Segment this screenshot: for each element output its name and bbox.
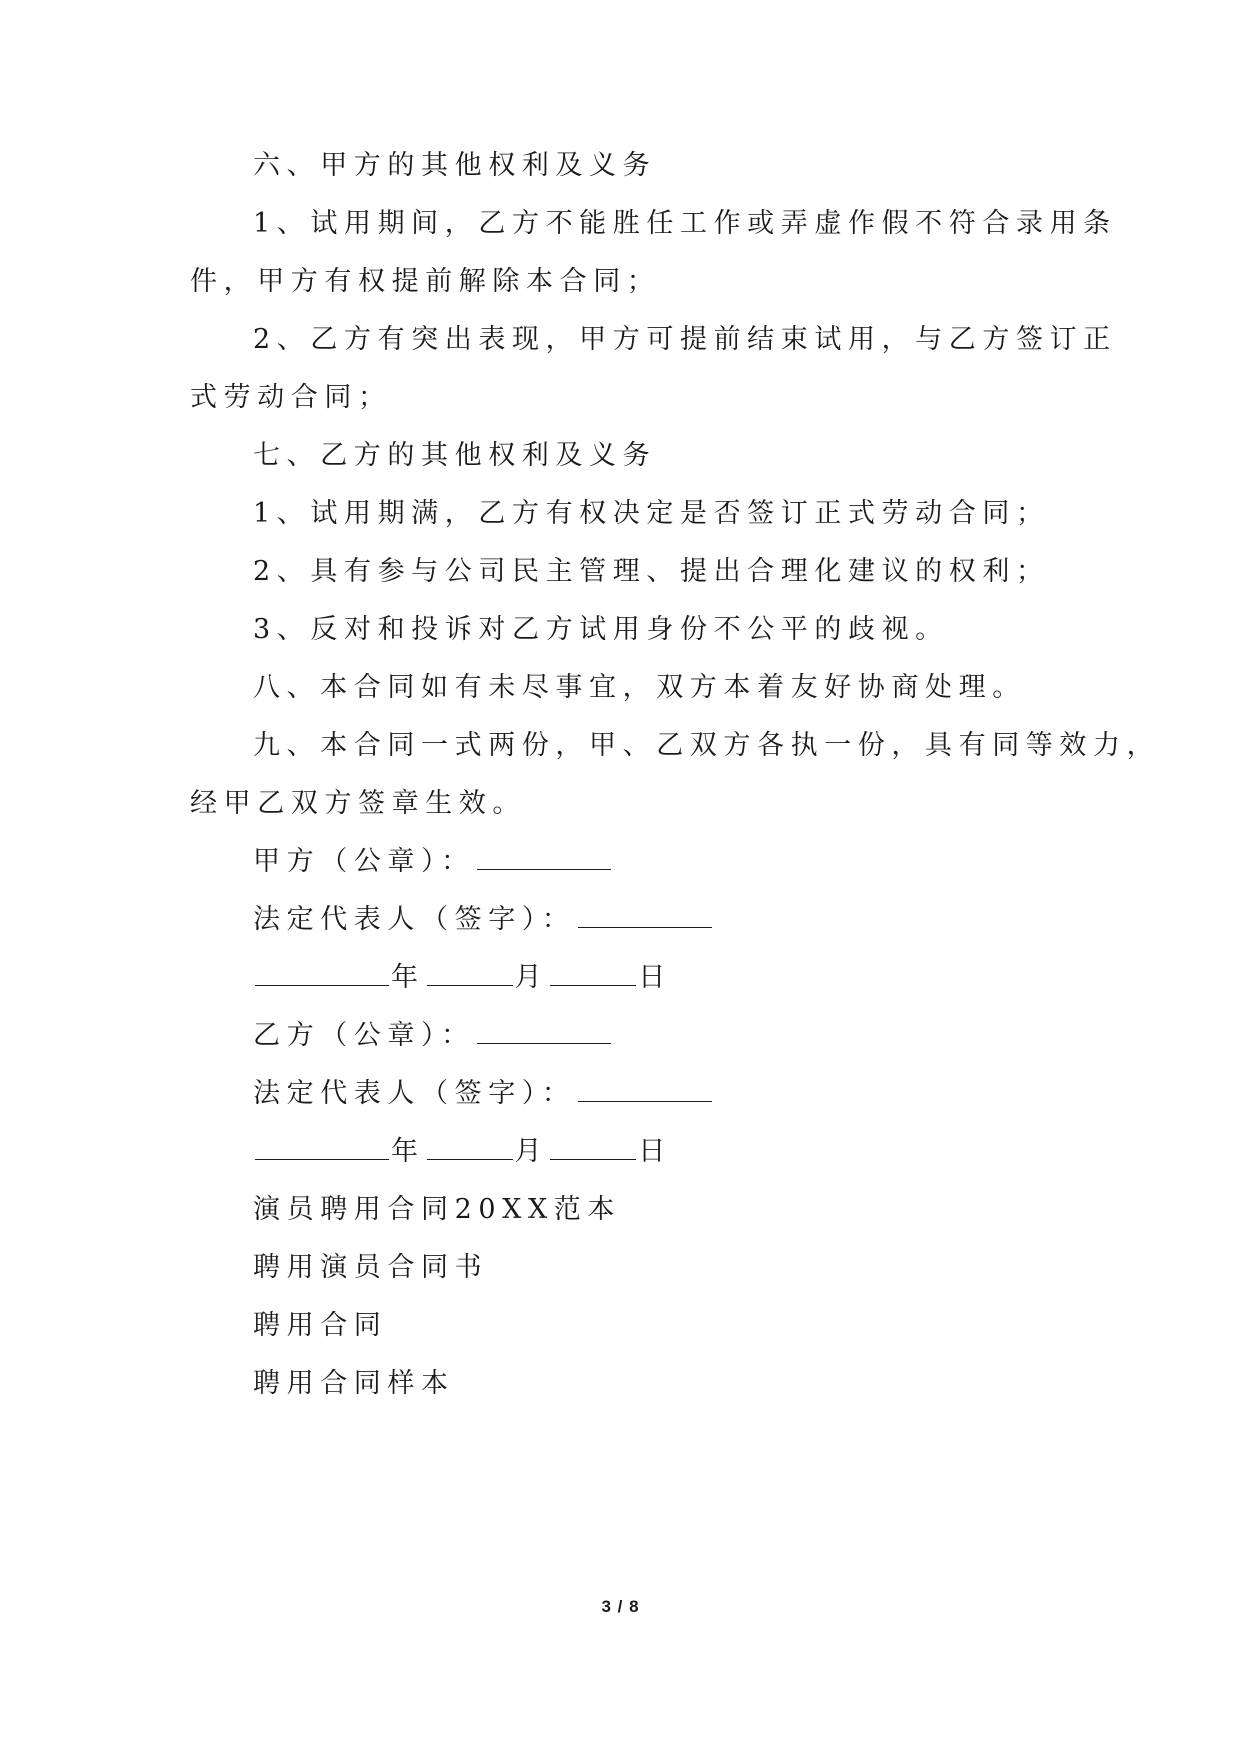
- month-blank: [427, 1137, 513, 1160]
- party-b-seal-row: [253, 1018, 613, 1054]
- related-link[interactable]: 演员聘用合同20XX范本: [253, 1194, 621, 1225]
- party-b-date-row: [253, 1134, 672, 1170]
- day-blank: [550, 1137, 636, 1160]
- month-blank: [427, 963, 513, 986]
- related-link[interactable]: 聘用合同样本: [253, 1368, 455, 1399]
- year-label: 年: [391, 962, 425, 993]
- paragraph-line: 九、本合同一式两份，甲、乙双方各执一份，具有同等效力，: [253, 730, 1161, 761]
- party-a-seal-row: [253, 844, 613, 880]
- party-a-rep-row: [253, 902, 714, 938]
- day-label: 日: [638, 962, 672, 993]
- year-label: 年: [391, 1136, 425, 1167]
- party-a-blank: [477, 847, 611, 870]
- party-b-rep-blank: [578, 1079, 712, 1102]
- paragraph-line: 八、本合同如有未尽事宜，双方本着友好协商处理。: [253, 672, 1026, 703]
- paragraph-line: 件，甲方有权提前解除本合同；: [190, 266, 661, 297]
- paragraph-line: 1、试用期满，乙方有权决定是否签订正式劳动合同；: [253, 498, 1050, 529]
- page-number: 3 / 8: [601, 1597, 640, 1616]
- party-b-rep-row: [253, 1076, 714, 1112]
- paragraph-line: 2、乙方有突出表现，甲方可提前结束试用，与乙方签订正: [253, 324, 1117, 355]
- party-a-label: 甲方（公章）：: [253, 846, 475, 877]
- party-a-date-row: [253, 960, 672, 996]
- party-b-rep-label: 法定代表人（签字）：: [253, 1078, 576, 1109]
- paragraph-line: 式劳动合同；: [190, 382, 392, 413]
- party-a-rep-label: 法定代表人（签字）：: [253, 904, 576, 935]
- year-blank: [255, 1137, 389, 1160]
- section-heading: 七、乙方的其他权利及义务: [253, 440, 657, 471]
- related-link[interactable]: 聘用合同: [253, 1310, 388, 1341]
- month-label: 月: [514, 962, 549, 993]
- party-a-rep-blank: [578, 905, 712, 928]
- paragraph-line: 经甲乙双方签章生效。: [190, 788, 526, 819]
- related-link[interactable]: 聘用演员合同书: [253, 1252, 489, 1283]
- party-b-blank: [477, 1021, 611, 1044]
- paragraph-line: 3、反对和投诉对乙方试用身份不公平的歧视。: [253, 614, 949, 645]
- month-label: 月: [514, 1136, 549, 1167]
- day-blank: [550, 963, 636, 986]
- section-heading: 六、甲方的其他权利及义务: [253, 150, 657, 181]
- paragraph-line: 1、试用期间，乙方不能胜任工作或弄虚作假不符合录用条: [253, 208, 1117, 239]
- day-label: 日: [638, 1136, 672, 1167]
- paragraph-line: 2、具有参与公司民主管理、提出合理化建议的权利；: [253, 556, 1050, 587]
- party-b-label: 乙方（公章）：: [253, 1020, 475, 1051]
- year-blank: [255, 963, 389, 986]
